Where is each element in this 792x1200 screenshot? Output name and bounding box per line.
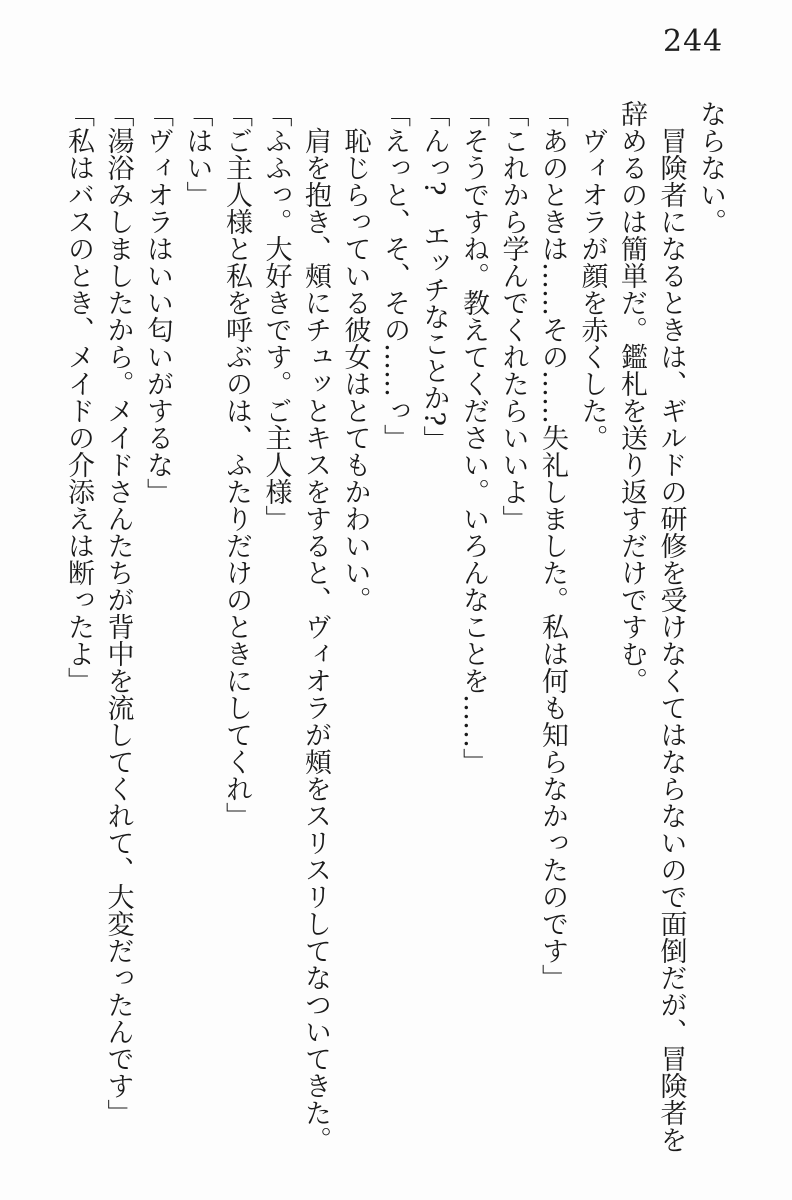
text-line: 「そうですね。教えてください。いろんなことを……」: [458, 100, 489, 775]
text-line: 「あのときは……その……失礼しました。私は何も知らなかったのです」: [537, 100, 568, 991]
text-line: 「ふふっ。大好きです。ご主人様」: [260, 100, 292, 532]
text-line: 「私はバスのとき、メイドの介添えは断ったよ」: [63, 100, 94, 694]
text-line: 恥じらっている彼女はとてもかわいい。: [339, 127, 371, 613]
text-line: 冒険者になるときは、ギルドの研修を受けなくてはならないので面倒だが、冒険者を辞めるのは簡単だ。鑑札を送り返すだけですむ。: [616, 100, 687, 1153]
text-line: 「ヴィオラはいい匂いがするな」: [142, 100, 173, 505]
text-line: 肩を抱き、頰にチュッとキスをすると、ヴィオラが頰をスリスリしてなついてきた。: [300, 127, 331, 1153]
text-line: 「んっ? エッチなことか?」: [418, 100, 450, 453]
text-line: ヴィオラが顔を赤くした。: [576, 127, 608, 451]
text-line: 「えっと、そ、その……っ」: [379, 100, 410, 451]
page-number: 244: [663, 24, 724, 59]
text-block: [59, 100, 731, 1156]
text-line: ならない。: [695, 100, 726, 235]
text-line: 「湯浴みしましたから。メイドさんたちが背中を流してくれて、大変だったんです」: [102, 100, 134, 1126]
text-line: 「これから学んでくれたらいいよ」: [497, 100, 529, 532]
text-line: 「ご主人様と私を呼ぶのは、ふたりだけのときにしてくれ」: [221, 100, 252, 829]
text-line: 「はい」: [181, 100, 213, 208]
